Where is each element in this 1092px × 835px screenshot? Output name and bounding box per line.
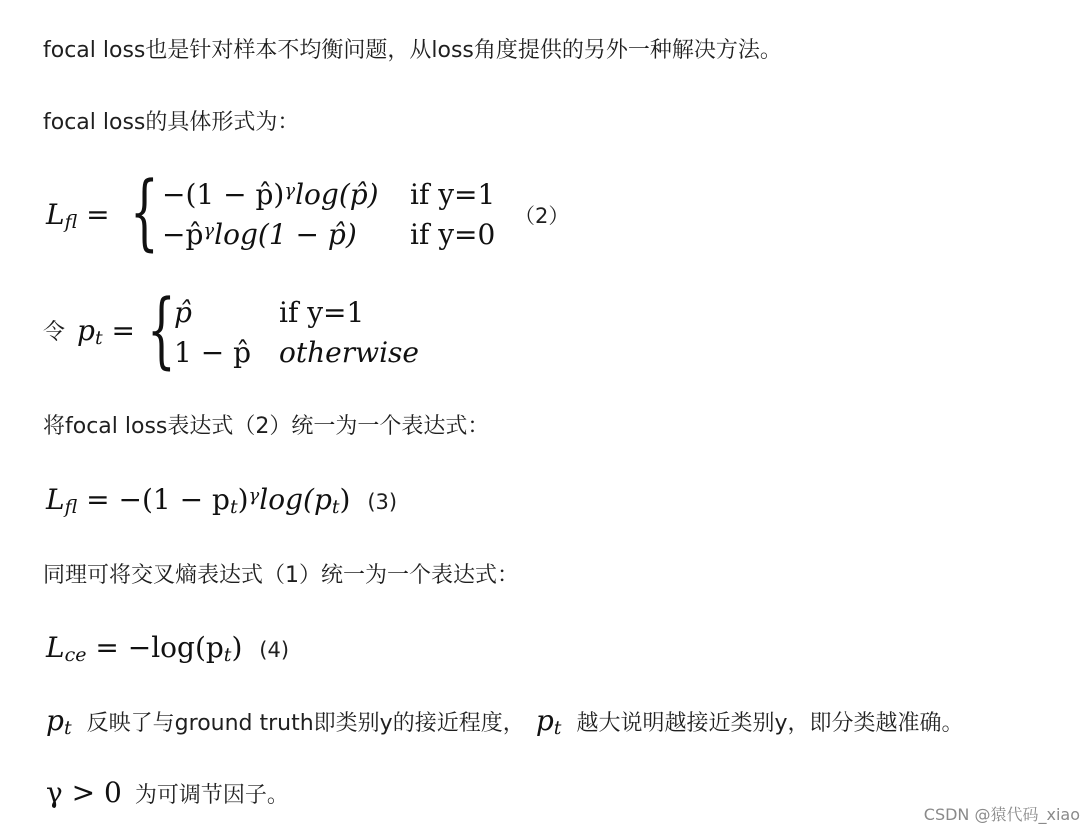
pt-def-row2-cond: otherwise <box>279 336 419 369</box>
eq2-brace: { <box>130 165 159 260</box>
eq2-row2: −p̂$^\gamma$log(1 − p̂) <box>162 218 357 251</box>
equation-3: $L_{fl} = -(1 - p_t)^\gamma\log(p_t)$ (3) <box>46 483 398 518</box>
unify-focal-text: 将focal loss表达式（2）统一为一个表达式： <box>43 414 490 439</box>
intro-text: focal loss也是针对样本不均衡问题，从loss角度提供的另外一种解决方法。 <box>43 38 782 63</box>
eq2-row2-cond: if y=0 <box>410 218 496 251</box>
reflect-end-text: 越大说明越接近类别y，即分类越准确。 <box>576 711 964 736</box>
gamma-expression: γ > 0 <box>46 776 122 809</box>
pt-def-brace: { <box>147 283 176 378</box>
pt-def-lhs: $p_t$ = <box>77 314 135 349</box>
pt-def-row2: 1 − p̂ <box>174 336 251 369</box>
form-intro-text: focal loss的具体形式为： <box>43 110 300 135</box>
pt-definition <box>43 283 443 378</box>
gamma-desc-text: 为可调节因子。 <box>134 783 289 808</box>
pt-symbol-2: $p_t$ <box>535 704 562 739</box>
eq2-row1-cond: if y=1 <box>410 178 496 211</box>
eq4-number: (4) <box>259 638 290 662</box>
unify-ce-text: 同理可将交叉熵表达式（1）统一为一个表达式： <box>43 563 519 588</box>
eq2-lhs: $L_{fl}$ = <box>46 198 110 233</box>
equation-2 <box>46 165 606 260</box>
pt-def-row1: p̂ <box>174 296 192 329</box>
gamma-line <box>46 776 289 809</box>
equation-4: $L_{ce} = -\log(p_t)$ (4) <box>46 631 290 666</box>
pt-symbol-1: $p_t$ <box>46 704 72 739</box>
watermark: CSDN @猿代码_xiao <box>923 805 1080 824</box>
eq2-number: （2） <box>514 204 570 228</box>
ling-text: 令 <box>43 320 66 345</box>
pt-reflect-line <box>46 704 964 737</box>
eq3-number: (3) <box>367 490 398 514</box>
eq2-row1: −(1 − p̂)$^\gamma$log(p̂) <box>162 178 379 211</box>
pt-def-row1-cond: if y=1 <box>279 296 365 329</box>
reflect-mid-text: 反映了与ground truth即类别y的接近程度， <box>86 711 525 736</box>
